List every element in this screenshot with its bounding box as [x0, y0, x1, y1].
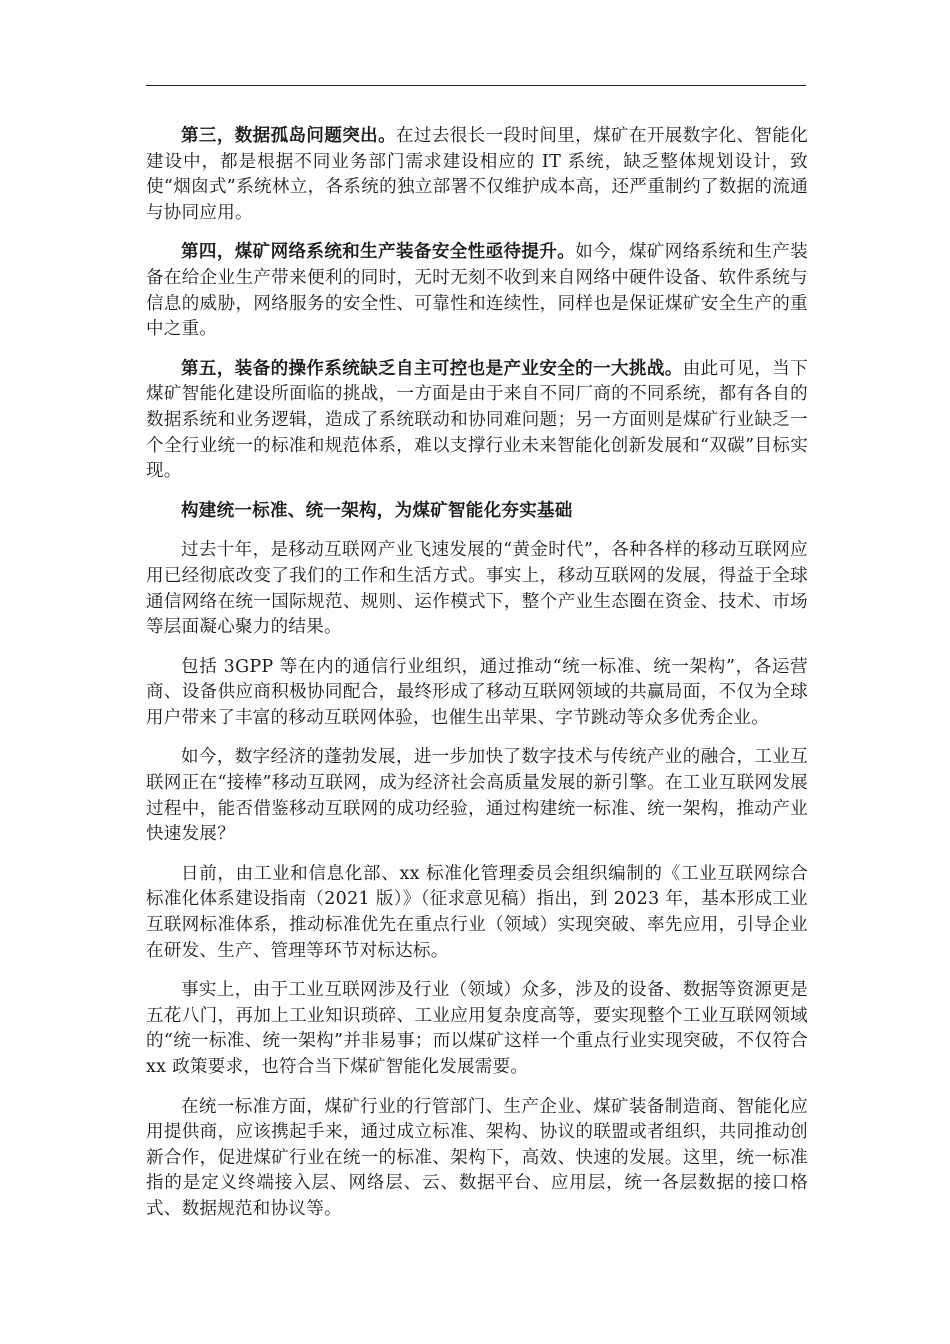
header-rule [146, 85, 806, 86]
paragraph-text: 如今，煤矿网络系统和生产装备在给企业生产带来便利的同时，无时无刻不收到来自网络中硬件设备、软件系统与信息的威胁，网络服务的安全性、可靠性和连续性，同样也是保证煤矿安全生产的重中之重。 [146, 242, 808, 340]
paragraph-text: 在过去很长一段时间里，煤矿在开展数字化、智能化建设中，都是根据不同业务部门需求建设相应的 IT 系统，缺乏整体规划设计，致使“烟囱式”系统林立，各系统的独立部署不仅维护成本高，还严重制约了数据的流通与协同应用。 [146, 126, 808, 223]
body-paragraph: 事实上，由于工业互联网涉及行业（领域）众多，涉及的设备、数据等资源更是五花八门，再加上工业知识琐碎、工业应用复杂度高等，要实现整个工业互联网领域的“统一标准、统一架构”并非易事；而以煤矿这样一个重点行业实现突破，不仅符合 xx 政策要求，也符合当下煤矿智能化发展需要。 [146, 980, 808, 1077]
paragraph-third-point [146, 124, 808, 226]
paragraph-text: 由此可见，当下煤矿智能化建设所面临的挑战，一方面是由于来自不同厂商的不同系统，都有各自的数据系统和业务逻辑，造成了系统联动和协同难问题；另一方面则是煤矿行业缺乏一个全行业统一的标准和规范体系，难以支撑行业未来智能化创新发展和“双碳”目标实现。 [146, 358, 808, 482]
section-heading: 构建统一标准、统一架构，为煤矿智能化夯实基础 [181, 500, 573, 521]
body-paragraph: 包括 3GPP 等在内的通信行业组织，通过推动“统一标准、统一架构”，各运营商、设备供应商积极协同配合，最终形成了移动互联网领域的共赢局面，不仅为全球用户带来了丰富的移动互联网体验，也催生出苹果、字节跳动等众多优秀企业。 [146, 656, 808, 728]
body-paragraph: 在统一标准方面，煤矿行业的行管部门、生产企业、煤矿装备制造商、智能化应用提供商，应该携起手来，通过成立标准、架构、协议的联盟或者组织，共同推动创新合作，促进煤矿行业在统一的标准、架构下，高效、快速的发展。这里，统一标准指的是定义终端接入层、网络层、云、数据平台、应用层，统一各层数据的接口格式、数据规范和协议等。 [146, 1096, 808, 1219]
paragraph-fourth-point [146, 240, 808, 342]
body-paragraph: 过去十年，是移动互联网产业飞速发展的“黄金时代”，各种各样的移动互联网应用已经彻底改变了我们的工作和生活方式。事实上，移动互联网的发展，得益于全球通信网络在统一国际规范、规则、运作模式下，整个产业生态圈在资金、技术、市场等层面凝心聚力的结果。 [146, 540, 808, 638]
paragraph-fifth-point [146, 357, 808, 485]
paragraph-lead: 第三，数据孤岛问题突出。 [181, 126, 397, 146]
body-paragraph: 日前，由工业和信息化部、xx 标准化管理委员会组织编制的《工业互联网综合标准化体系建设指南（2021 版）》（征求意见稿）指出，到 2023 年，基本形成工业互联网标准体系，推动标准优先在重点行业（领域）实现突破、率先应用，引导企业在研发、生产、管理等环节对标达标。 [146, 863, 808, 961]
document-body [146, 124, 808, 1237]
paragraph-lead: 第四，煤矿网络系统和生产装备安全性亟待提升。 [181, 242, 576, 263]
body-paragraph: 如今，数字经济的蓬勃发展，进一步加快了数字技术与传统产业的融合，工业互联网正在“接棒”移动互联网，成为经济社会高质量发展的新引擎。在工业互联网发展过程中，能否借鉴移动互联网的成功经验，通过构建统一标准、统一架构，推动产业快速发展？ [146, 747, 808, 845]
paragraph-lead: 第五，装备的操作系统缺乏自主可控也是产业安全的一大挑战。 [181, 358, 683, 379]
